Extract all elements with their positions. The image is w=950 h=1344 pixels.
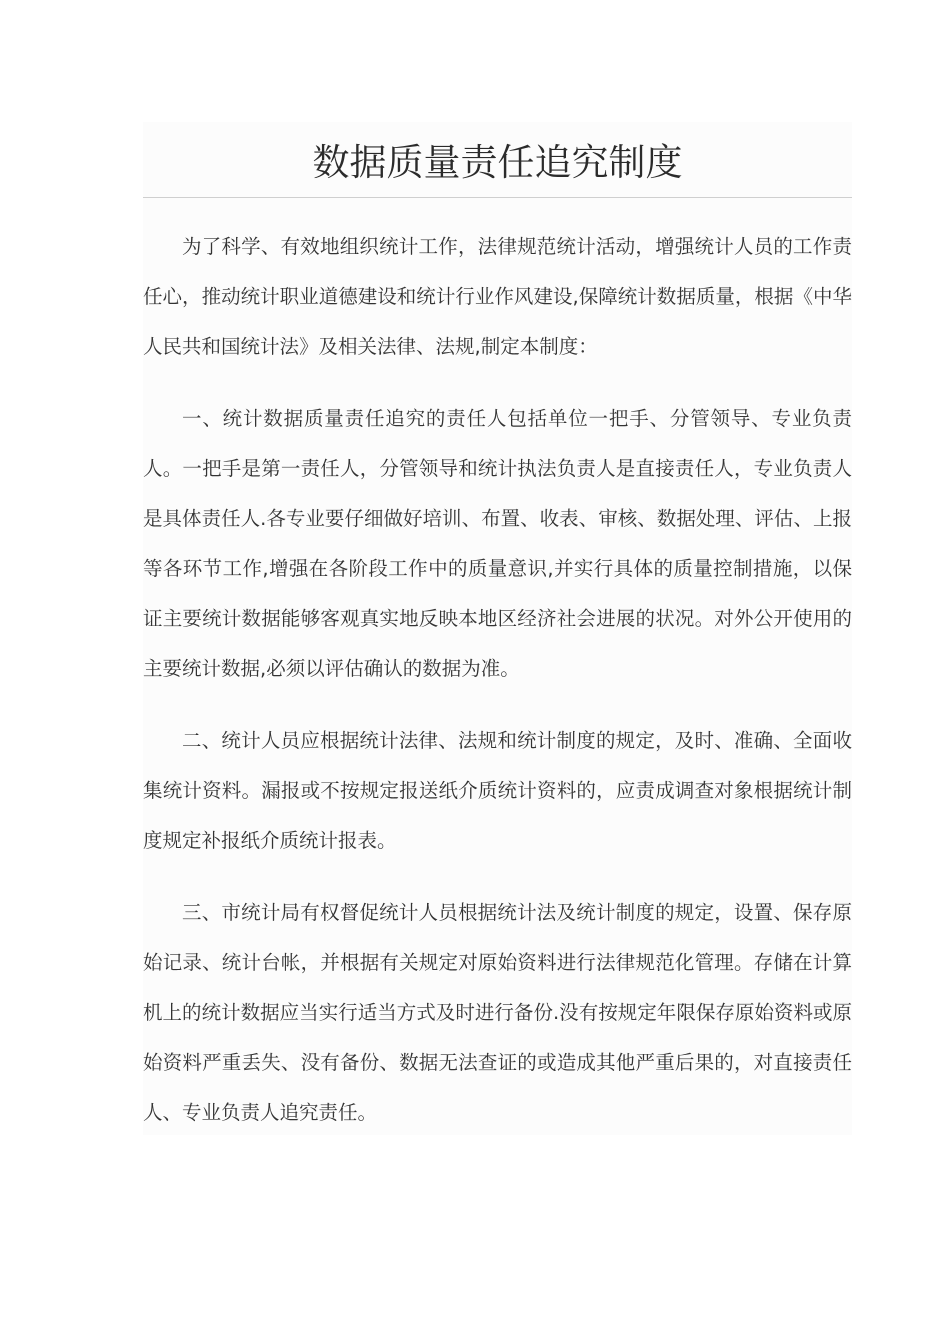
paragraph-clause-3: 三、市统计局有权督促统计人员根据统计法及统计制度的规定，设置、保存原始记录、统计台帐，并根据有关规定对原始资料进行法律规范化管理。存储在计算机上的统计数据应当实行适当方式及时进行备份.没有按规定年限保存原始资料或原始资料严重丢失、没有备份、数据无法查证的或造成其他严重后果的，对直接责任人、专业负责人追究责任。 [143,901,852,1124]
paragraph-intro: 为了科学、有效地组织统计工作，法律规范统计活动，增强统计人员的工作责任心，推动统计职业道德建设和统计行业作风建设,保障统计数据质量，根据《中华人民共和国统计法》及相关法律、法规,制定本制度： [143,235,852,358]
document-page [143,122,852,1135]
document-body [143,198,852,1138]
document-title: 数据质量责任追究制度 [312,141,683,184]
paragraph-clause-2: 二、统计人员应根据统计法律、法规和统计制度的规定，及时、准确、全面收集统计资料。漏报或不按规定报送纸介质统计资料的，应责成调查对象根据统计制度规定补报纸介质统计报表。 [143,729,852,852]
paragraph-clause-1: 一、统计数据质量责任追究的责任人包括单位一把手、分管领导、专业负责人。一把手是第一责任人，分管领导和统计执法负责人是直接责任人，专业负责人是具体责任人.各专业要仔细做好培训、布置、收表、审核、数据处理、评估、上报等各环节工作,增强在各阶段工作中的质量意识,并实行具体的质量控制措施，以保证主要统计数据能够客观真实地反映本地区经济社会进展的状况。对外公开使用的主要统计数据,必须以评估确认的数据为准。 [143,407,852,680]
